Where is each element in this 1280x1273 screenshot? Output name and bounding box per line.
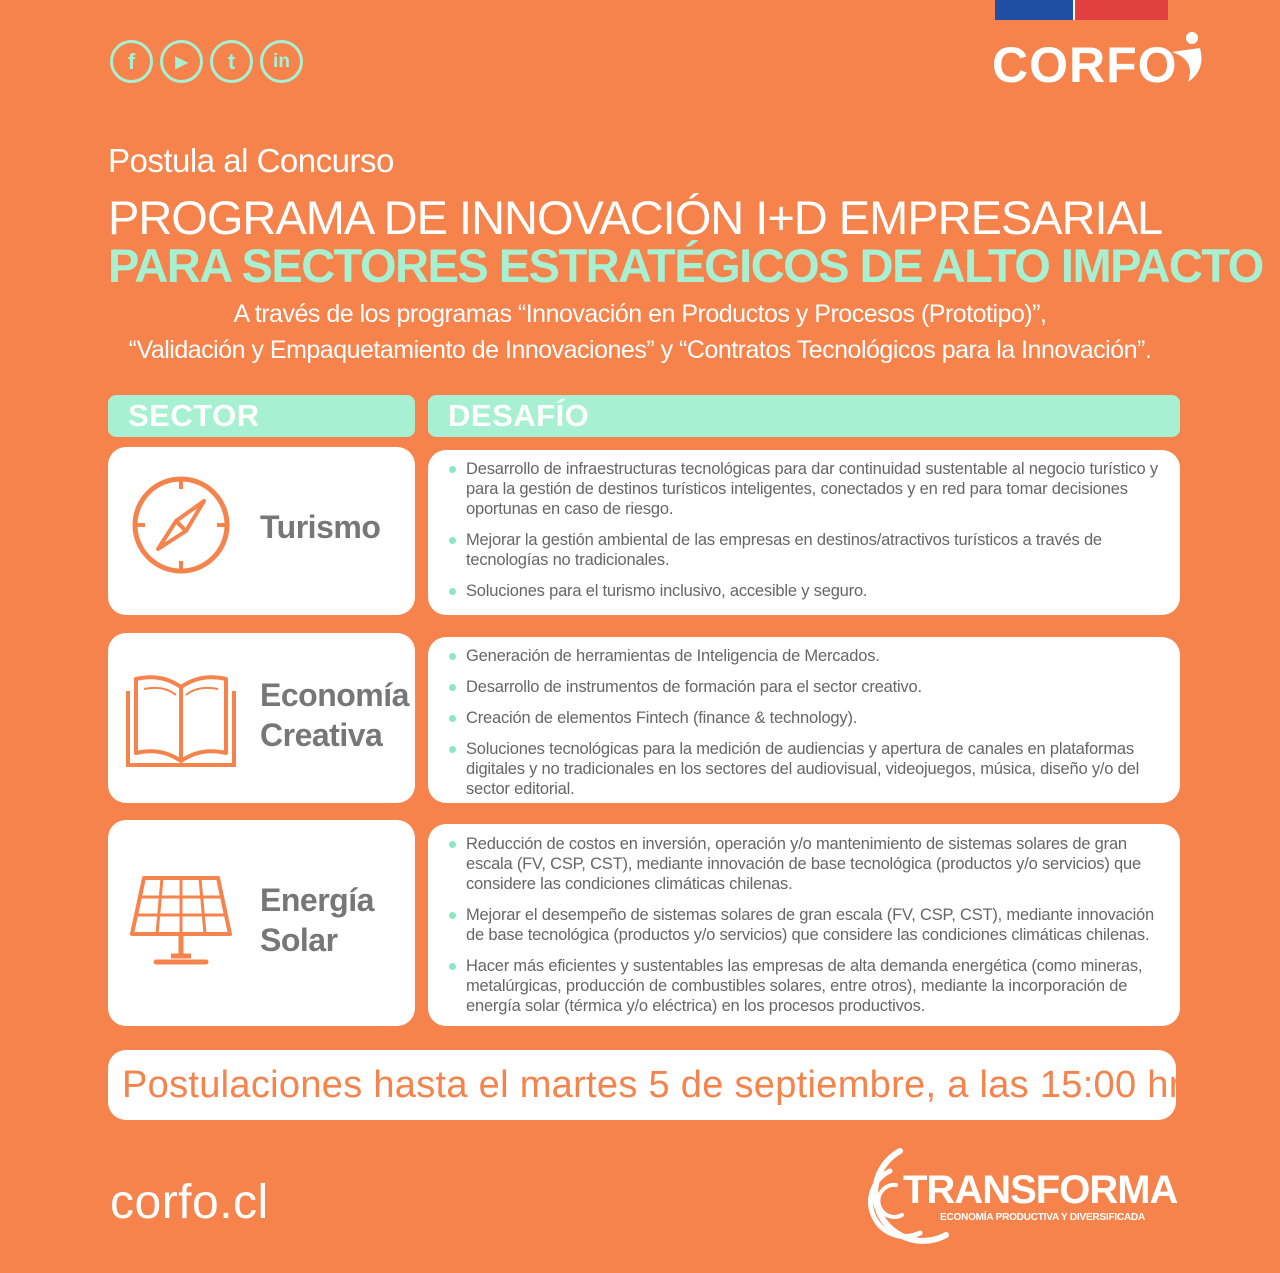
transforma-tagline: ECONOMÍA PRODUCTIVA Y DIVERSIFICADA <box>940 1212 1146 1223</box>
transforma-name: TRANSFORMA <box>903 1168 1178 1212</box>
challenge-card-turismo <box>428 450 1180 615</box>
list-item: Soluciones para el turismo inclusivo, accesible y seguro. <box>446 581 1160 601</box>
list-item: Generación de herramientas de Inteligencia de Mercados. <box>446 646 1160 666</box>
list-item: Creación de elementos Fintech (finance & technology). <box>446 708 1160 728</box>
sector-label-turismo <box>260 507 380 547</box>
page-title: PROGRAMA DE INNOVACIÓN I+D EMPRESARIAL <box>108 191 1163 244</box>
challenge-card-energia-solar <box>428 824 1180 1026</box>
sector-label-line1: Turismo <box>260 509 381 545</box>
corfo-logo <box>992 36 1178 94</box>
twitter-glyph: t <box>227 48 236 74</box>
compass-icon <box>126 473 236 583</box>
sector-label-line2: Creativa <box>260 717 383 753</box>
youtube-glyph: ▶ <box>175 53 188 71</box>
youtube-icon[interactable] <box>160 40 203 83</box>
deadline-banner: Postulaciones hasta el martes 5 de septiembre, a las 15:00 hrs. <box>108 1050 1176 1120</box>
challenge-header: DESAFÍO <box>428 395 1180 437</box>
sector-label-line1: Economía <box>260 677 409 713</box>
sector-header: SECTOR <box>108 395 415 437</box>
sector-card-economia-creativa <box>108 633 415 803</box>
list-item: Mejorar el desempeño de sistemas solares de gran escala (FV, CSP, CST), mediante innovación de base tecnológica (productos y/o servicios) que considere las condiciones climáticas chilenas. <box>446 905 1160 945</box>
challenge-list <box>446 459 1160 612</box>
sector-card-energia-solar <box>108 820 415 1026</box>
sector-label-economia-creativa <box>260 675 409 755</box>
list-item: Desarrollo de instrumentos de formación para el sector creativo. <box>446 677 1160 697</box>
programs-line-1: A través de los programas “Innovación en Productos y Procesos (Prototipo)”, <box>233 300 1047 328</box>
solar-panel-icon <box>126 870 236 980</box>
list-item: Mejorar la gestión ambiental de las empresas en destinos/atractivos turísticos a través de tecnologías no tradicionales. <box>446 530 1160 570</box>
sector-label-line2: Solar <box>260 922 338 958</box>
linkedin-glyph: in <box>273 50 290 72</box>
flag-blue <box>995 0 1073 20</box>
programs-line-2: “Validación y Empaquetamiento de Innovaciones” y “Contratos Tecnológicos para la Innovación”. <box>128 336 1152 364</box>
list-item: Desarrollo de infraestructuras tecnológicas para dar continuidad sustentable al negocio turístico y para la gestión de destinos turísticos inteligentes, conectados y en red para tomar decisiones oportunas en caso de riesgo. <box>446 459 1160 519</box>
list-item: Soluciones tecnológicas para la medición de audiencias y apertura de canales en plataformas digitales y no tradicionales en los sectores del audiovisual, videojuegos, música, diseño y/o del sector editorial. <box>446 739 1160 799</box>
linkedin-icon[interactable] <box>260 40 303 83</box>
list-item: Hacer más eficientes y sustentables las empresas de alta demanda energética (como mineras, metalúrgicas, producción de combustibles solares, entre otros), mediante la incorporación de energía solar (térmica y/o eléctrica) en los procesos productivos. <box>446 956 1160 1016</box>
page-subtitle-highlight: PARA SECTORES ESTRATÉGICOS DE ALTO IMPACTO <box>108 239 1263 292</box>
challenge-card-economia-creativa <box>428 637 1180 803</box>
facebook-icon[interactable] <box>110 40 153 83</box>
corfo-logo-text: CORFO <box>992 37 1178 93</box>
social-links <box>110 40 303 83</box>
open-book-icon <box>126 665 236 775</box>
sector-label-line1: Energía <box>260 882 374 918</box>
twitter-icon[interactable] <box>210 40 253 83</box>
challenge-list <box>446 834 1160 1027</box>
flag-red <box>1075 0 1168 20</box>
facebook-glyph: f <box>127 48 136 74</box>
list-item: Reducción de costos en inversión, operación y/o mantenimiento de sistemas solares de gran escala (FV, CSP, CST), mediante innovación de base tecnológica (productos y/o servicios) que considere las condiciones climáticas chilenas. <box>446 834 1160 894</box>
website-link[interactable]: corfo.cl <box>110 1176 269 1229</box>
sector-label-energia-solar <box>260 880 374 960</box>
corfo-figure-icon <box>1166 30 1206 90</box>
pre-title: Postula al Concurso <box>108 142 394 179</box>
chile-flag-stripe <box>995 0 1168 20</box>
challenge-list <box>446 646 1160 810</box>
sector-card-turismo <box>108 447 415 615</box>
